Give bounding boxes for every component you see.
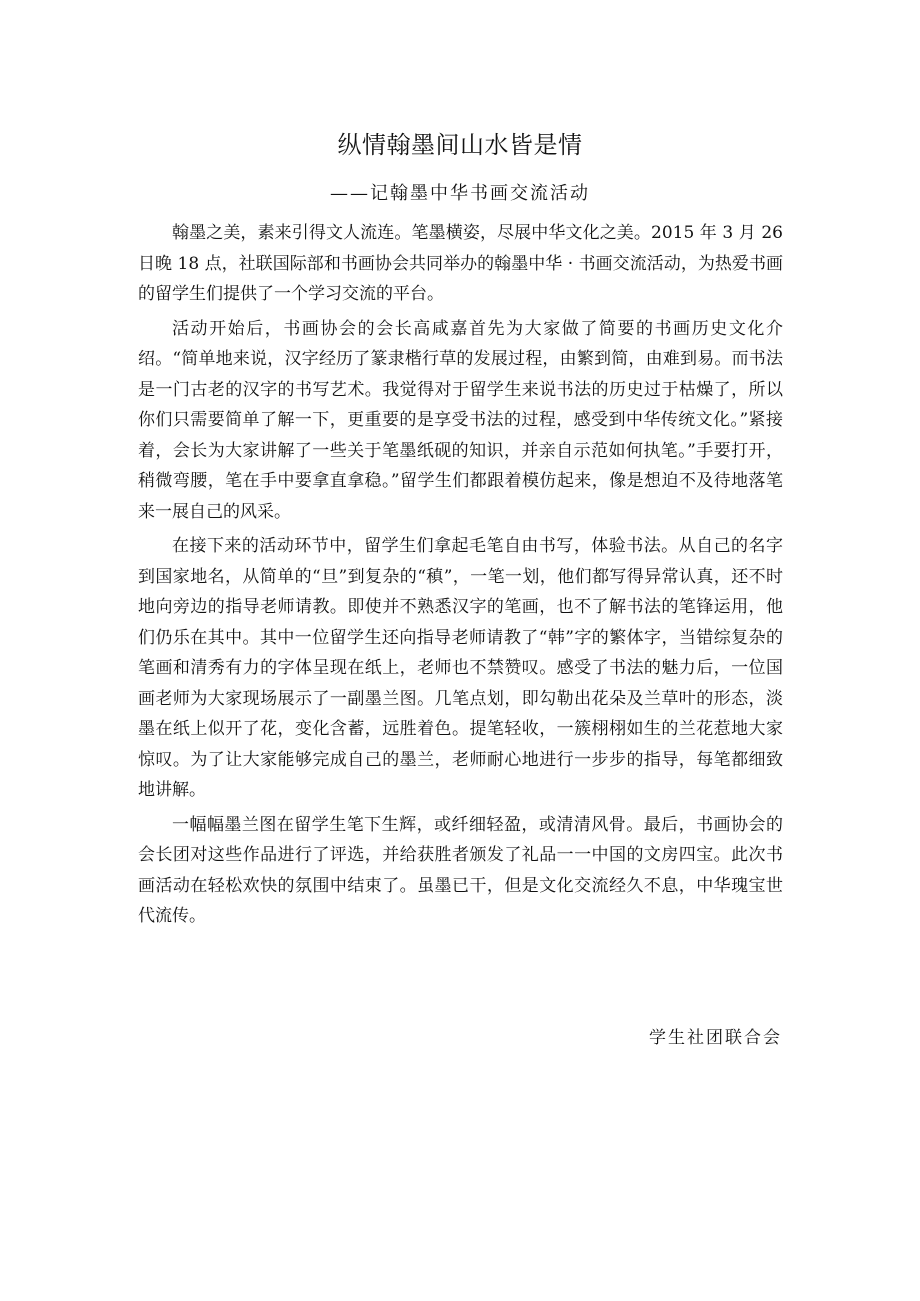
paragraph-3: 在接下来的活动环节中，留学生们拿起毛笔自由书写，体验书法。从自己的名字到国家地名，从简单的“旦”到复杂的“稹”，一笔一划，他们都写得异常认真，还不时地向旁边的指导老师请教。即使并不熟悉汉字的笔画，也不了解书法的笔锋运用，他们仍乐在其中。其中一位留学生还向指导老师请教了“韩”字的繁体字，当错综复杂的笔画和清秀有力的字体呈现在纸上，老师也不禁赞叹。感受了书法的魅力后，一位国画老师为大家现场展示了一副墨兰图。几笔点划，即勾勒出花朵及兰草叶的形态，淡墨在纸上似开了花，变化含蓄，远胜着色。提笔轻收，一簇栩栩如生的兰花惹地大家惊叹。为了让大家能够完成自己的墨兰，老师耐心地进行一步步的指导，每笔都细致地讲解。 [138, 536, 783, 800]
paragraph-4: 一幅幅墨兰图在留学生笔下生辉，或纤细轻盈，或清清风骨。最后，书画协会的会长团对这些作品进行了评选，并给获胜者颁发了礼品一一中国的文房四宝。此次书画活动在轻松欢快的氛围中结束了。虽墨已干，但是文化交流经久不息，中华瑰宝世代流传。 [138, 814, 783, 926]
document-subtitle: ——记翰墨中华书画交流活动 [330, 183, 590, 204]
paragraph-2: 活动开始后，书画协会的会长高咸嘉首先为大家做了简要的书画历史文化介绍。“简单地来说，汉字经历了篆隶楷行草的发展过程，由繁到简，由难到易。而书法是一门古老的汉字的书写艺术。我觉得对于留学生来说书法的历史过于枯燥了，所以你们只需要简单了解一下，更重要的是享受书法的过程，感受到中华传统文化。”紧接着，会长为大家讲解了一些关于笔墨纸砚的知识，并亲自示范如何执笔。”手要打开，稍微弯腰，笔在手中要拿直拿稳。”留学生们都跟着模仿起来，像是想迫不及待地落笔来一展自己的风采。 [138, 318, 783, 522]
signature: 学生社团联合会 [649, 1028, 782, 1048]
document-body [138, 218, 783, 936]
document-title: 纵情翰墨间山水皆是情 [337, 131, 583, 159]
paragraph-1: 翰墨之美，素来引得文人流连。笔墨横姿，尽展中华文化之美。2015 年 3 月 26 日晚 18 点，社联国际部和书画协会共同举办的翰墨中华 · 书画交流活动，为热爱书画的留学生们提供了一个学习交流的平台。 [138, 223, 783, 304]
